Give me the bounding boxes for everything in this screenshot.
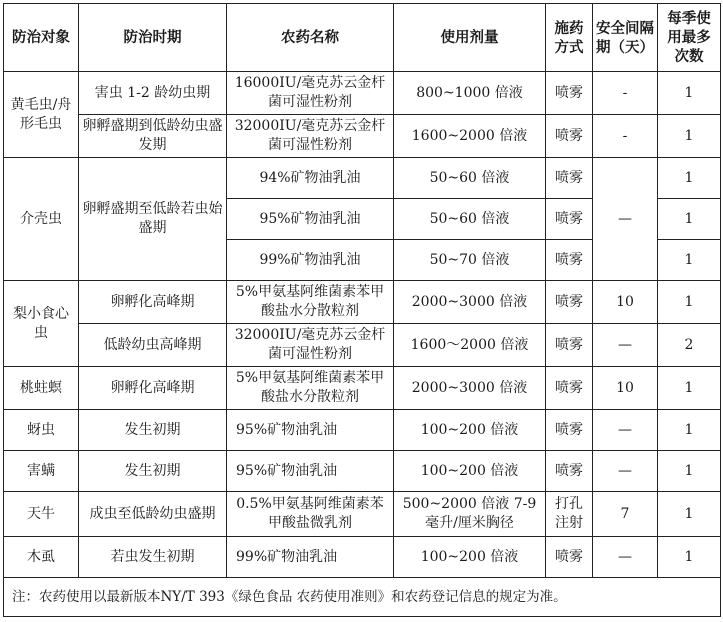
interval-cell: — [593,451,658,492]
table-row [4,281,721,324]
dosage-cell: 50~70 倍液 [394,240,546,281]
table-row [4,451,721,492]
target-cell: 蚜虫 [4,410,79,451]
table-row [4,367,721,410]
target-cell: 桃蛀螟 [4,367,79,410]
header-row [4,4,721,72]
pesticide-cell: 32000IU/毫克苏云金杆菌可湿性粉剂 [227,115,394,158]
table-row [4,158,721,199]
header-method: 施药方式 [546,4,593,72]
header-interval: 安全间隔期（天） [593,4,658,72]
header-period: 防治时期 [79,4,227,72]
max-times-cell: 1 [658,115,721,158]
max-times-cell: 1 [658,492,721,537]
method-cell: 喷雾 [546,367,593,410]
interval-cell: — [593,537,658,578]
header-target: 防治对象 [4,4,79,72]
max-times-cell: 1 [658,199,721,240]
dosage-cell: 100~200 倍液 [394,410,546,451]
pesticide-cell: 99%矿物油乳油 [227,537,394,578]
pesticide-cell: 5%甲氨基阿维菌素苯甲酸盐水分散粒剂 [227,281,394,324]
method-cell: 喷雾 [546,537,593,578]
dosage-cell: 100~200 倍液 [394,451,546,492]
method-cell: 喷雾 [546,281,593,324]
dosage-cell: 500~2000 倍液 7-9 毫升/厘米胸径 [394,492,546,537]
method-cell: 喷雾 [546,199,593,240]
period-cell: 发生初期 [79,410,227,451]
dosage-cell: 50~60 倍液 [394,199,546,240]
table-row [4,72,721,115]
max-times-cell: 1 [658,410,721,451]
method-cell: 喷雾 [546,410,593,451]
pesticide-table-container [3,3,721,617]
max-times-cell: 1 [658,158,721,199]
interval-cell: — [593,324,658,367]
target-cell: 害螨 [4,451,79,492]
method-cell: 喷雾 [546,158,593,199]
period-cell: 卵孵化高峰期 [79,281,227,324]
max-times-cell: 1 [658,451,721,492]
max-times-cell: 1 [658,367,721,410]
table-row [4,537,721,578]
pesticide-cell: 94%矿物油乳油 [227,158,394,199]
dosage-cell: 800~1000 倍液 [394,72,546,115]
header-pesticide: 农药名称 [227,4,394,72]
dosage-cell: 2000~3000 倍液 [394,281,546,324]
pesticide-cell: 99%矿物油乳油 [227,240,394,281]
table-note: 注：农药使用以最新版本NY/T 393《绿色食品 农药使用准则》和农药登记信息的规定为准。 [4,578,721,617]
dosage-cell: 1600~2000 倍液 [394,115,546,158]
table-row [4,410,721,451]
pesticide-cell: 95%矿物油乳油 [227,451,394,492]
period-cell: 卵孵盛期到低龄幼虫盛发期 [79,115,227,158]
method-cell: 喷雾 [546,115,593,158]
pesticide-cell: 32000IU/毫克苏云金杆菌可湿性粉剂 [227,324,394,367]
method-cell: 喷雾 [546,72,593,115]
target-cell: 介壳虫 [4,158,79,281]
target-cell: 黄毛虫/舟形毛虫 [4,72,79,158]
header-dosage: 使用剂量 [394,4,546,72]
header-max-times: 每季使用最多次数 [658,4,721,72]
target-cell: 天牛 [4,492,79,537]
dosage-cell: 100~200 倍液 [394,537,546,578]
interval-cell: — [593,158,658,281]
table-row [4,324,721,367]
max-times-cell: 1 [658,72,721,115]
pesticide-cell: 95%矿物油乳油 [227,410,394,451]
period-cell: 卵孵盛期至低龄若虫始盛期 [79,158,227,281]
method-cell: 打孔注射 [546,492,593,537]
table-row [4,115,721,158]
max-times-cell: 1 [658,240,721,281]
max-times-cell: 1 [658,537,721,578]
period-cell: 成虫至低龄幼虫盛期 [79,492,227,537]
max-times-cell: 1 [658,281,721,324]
interval-cell: 7 [593,492,658,537]
note-row [4,578,721,617]
pesticide-cell: 5%甲氨基阿维菌素苯甲酸盐水分散粒剂 [227,367,394,410]
pesticide-cell: 95%矿物油乳油 [227,199,394,240]
period-cell: 害虫 1-2 龄幼虫期 [79,72,227,115]
interval-cell: 10 [593,281,658,324]
method-cell: 喷雾 [546,324,593,367]
max-times-cell: 2 [658,324,721,367]
target-cell: 梨小食心虫 [4,281,79,367]
period-cell: 若虫发生初期 [79,537,227,578]
pesticide-cell: 0.5%甲氨基阿维菌素苯甲酸盐微乳剂 [227,492,394,537]
target-cell: 木虱 [4,537,79,578]
dosage-cell: 2000~3000 倍液 [394,367,546,410]
period-cell: 卵孵化高峰期 [79,367,227,410]
method-cell: 喷雾 [546,240,593,281]
dosage-cell: 50~60 倍液 [394,158,546,199]
interval-cell: - [593,72,658,115]
table-row [4,492,721,537]
period-cell: 发生初期 [79,451,227,492]
period-cell: 低龄幼虫高峰期 [79,324,227,367]
dosage-cell: 1600～2000 倍液 [394,324,546,367]
pesticide-table [3,3,721,617]
interval-cell: - [593,115,658,158]
interval-cell: 10 [593,367,658,410]
pesticide-cell: 16000IU/毫克苏云金杆菌可湿性粉剂 [227,72,394,115]
interval-cell: — [593,410,658,451]
method-cell: 喷雾 [546,451,593,492]
